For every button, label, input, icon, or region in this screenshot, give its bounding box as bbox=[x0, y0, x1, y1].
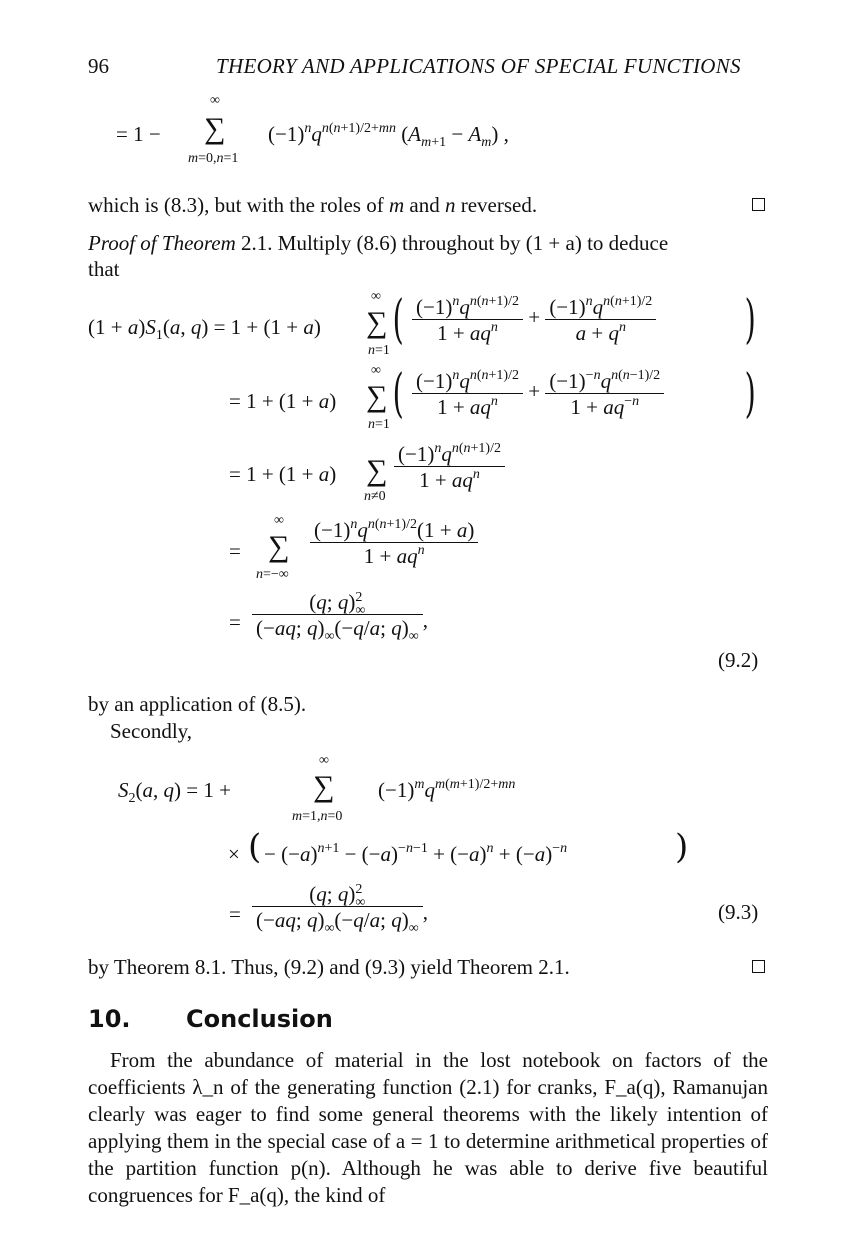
equation-9-2-line-4: = ∞ ∑ n=−∞ $\frac{(-1)^nq^{n(n+1)/2}(1 + a)}{1 + aq^n}$ bbox=[88, 514, 768, 586]
equation-9-2-line-3: = 1 + (1 + a) ∑ n≠0 $\frac{(-1)^nq^{n(n+1)/2}}{1 + aq^n}$ bbox=[88, 440, 768, 510]
theorem-conclusion-sentence: by Theorem 8.1. Thus, (9.2) and (9.3) yield Theorem 2.1. bbox=[88, 955, 570, 979]
equation-9-3-line-2: × ( − $(-a)^{n+1} - (-a)^{-n-1} + (-a)^n + (-a)^{-n}$ ) bbox=[228, 827, 689, 867]
proof-sentence: Proof of Theorem 2.1. Multiply (8.6) throughout by (1 + a) to deduce bbox=[88, 231, 669, 255]
sentence-roles-reversed: which is (8.3), but with the roles of m and n reversed. bbox=[88, 193, 538, 217]
equation-9-2-line-2: = 1 + (1 + a) ∞ ∑ n=1 ( $\frac{(-1)^nq^{n(n+1)/2}}{1 + aq^n}$ + $\frac{(-1)^{-n}q^{n(n-1)/2}}{1 + aq^{-n}}$ ) bbox=[229, 363, 756, 432]
proof-that: that bbox=[88, 257, 120, 281]
qed-box bbox=[752, 198, 765, 211]
running-title: THEORY AND APPLICATIONS OF SPECIAL FUNCTIONS bbox=[216, 54, 741, 78]
equation-number-9-2: (9.2) bbox=[718, 648, 759, 672]
page-number: 96 bbox=[88, 54, 109, 78]
equation-9-3-line-1: $S_2(a$, q) = 1 + ∞ ∑ m=1,n=0 $(-1)^mq^{m(m+1)/2+mn}$ bbox=[118, 753, 516, 824]
application-sentence: by an application of (8.5). bbox=[88, 692, 307, 716]
equation-9-2-line-5: = $\frac{(q; q)^2_\infty}{(-aq; q)_\infty(-q/a; q)_\infty}$ , bbox=[229, 590, 428, 645]
equation-sum-reversed: = 1 − ∞ ∑ m=0,n=1 $(-1)^nq^{n(n+1)/2+mn}$ $(A_{m+1} - A_m)$ , bbox=[116, 93, 509, 166]
secondly-sentence: Secondly, bbox=[110, 719, 193, 743]
conclusion-paragraph bbox=[88, 1047, 768, 1209]
section-title: Conclusion bbox=[186, 1005, 333, 1033]
section-number: 10. bbox=[88, 1005, 131, 1033]
equation-9-2-line-1: $(1 + a)S_1(a$, q) = 1 + (1 + a) ∞ ∑ n=1 ( $\frac{(-1)^nq^{n(n+1)/2}}{1 + aq^n}$ + $\frac{(-1)^nq^{n(n+1)/2}}{a + q^n}$ ) bbox=[88, 289, 756, 358]
equation-9-3-line-3: = $\frac{(q; q)^2_\infty}{(-aq; q)_\infty(-q/a; q)_\infty}$ , bbox=[229, 882, 428, 937]
conclusion-text: From the abundance of material in the lost notebook on factors of the coefficients λ_n of the generating function (2.1) for cranks, F_a(q), Ramanujan clearly was eager to find some general theorems with the likely intention of applying them in the special case of a = 1 to determine arithmetical properties of the partition function p(n). Although he was able to derive five beautiful congruences for F_a(q), the kind of bbox=[88, 1048, 768, 1207]
qed-box bbox=[752, 960, 765, 973]
equation-number-9-3: (9.3) bbox=[718, 900, 759, 924]
